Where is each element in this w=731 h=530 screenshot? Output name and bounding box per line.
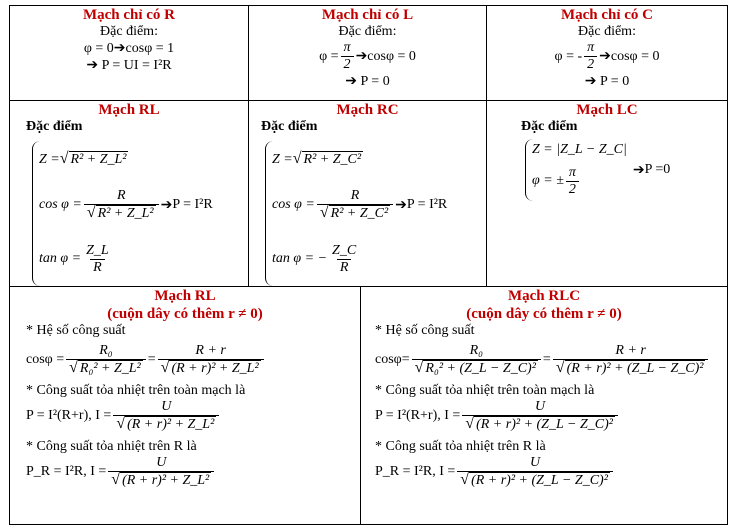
cell-r-only	[10, 6, 249, 101]
phi-line	[532, 165, 627, 198]
heading-r-power: * Công suất tỏa nhiệt trên R là	[26, 439, 197, 454]
tan-fraction	[329, 243, 359, 276]
heading-power-factor: * Hệ số công suất	[375, 323, 475, 338]
tan-line	[272, 243, 447, 276]
pi: π	[587, 40, 595, 55]
two: 2	[566, 181, 579, 198]
z-label: Z =	[39, 151, 60, 167]
phi-label: φ =	[319, 48, 339, 64]
power-line: P = I²(R+r), I = U √ (R + r)² + Z_L²	[26, 399, 360, 433]
sqrt-content: R² + Z_C²	[303, 152, 362, 168]
cell-rc	[249, 101, 487, 287]
cell-rl	[10, 101, 249, 287]
system-brace	[32, 141, 213, 286]
sqrt-content: R² + Z_C²	[330, 206, 389, 222]
pi-half-fraction	[584, 40, 597, 73]
heading-r-power: * Công suất tỏa nhiệt trên R là	[375, 439, 546, 454]
pi: π	[343, 40, 351, 55]
power-formula: P = I²(R+r), I =	[375, 408, 461, 423]
power-value: P =0	[644, 162, 671, 177]
numerator: U	[535, 399, 546, 414]
system-brace	[525, 139, 627, 201]
numerator: R + r	[195, 343, 226, 358]
cos-value: cosφ = 1	[125, 41, 175, 56]
arrow-icon: ➔	[160, 197, 173, 213]
power-line	[487, 73, 727, 90]
phi-line	[249, 40, 486, 73]
numerator: R + r	[615, 343, 646, 358]
feature-label: Đặc điểm	[521, 119, 578, 134]
cos-label: cosφ=	[375, 352, 410, 367]
numerator: Z_L	[86, 242, 109, 258]
title-rl: Mạch RL	[98, 102, 160, 118]
denominator: R	[337, 259, 352, 276]
cos-fraction: R √ R² + Z_L²	[84, 188, 159, 222]
tan-line	[39, 243, 213, 276]
sqrt-content: R² + Z_L²	[70, 152, 127, 168]
z-label: Z =	[272, 151, 293, 167]
z-line: Z = |Z_L − Z_C|	[532, 142, 627, 158]
cos-line: cosφ = R₀ √ R₀² + Z_L² = R + r √ (R + r)² + Z_L²	[26, 343, 360, 377]
numerator: U	[161, 399, 172, 414]
sqrt-content: (R + r)² + Z_L²	[171, 361, 259, 376]
pi-half-fraction	[566, 165, 579, 198]
phi-label: φ = ±	[532, 173, 564, 189]
sqrt-content: (R + r)² + (Z_L − Z_C)²	[566, 361, 704, 376]
pr-line: P_R = I²R, I = U √ (R + r)² + Z_L²	[26, 455, 360, 489]
heading-total-power: * Công suất tỏa nhiệt trên toàn mạch là	[26, 383, 246, 398]
subtitle: (cuộn dây có thêm r ≠ 0)	[466, 306, 622, 322]
arrow-icon: ➔	[632, 162, 645, 178]
sqrt-content: R² + Z_L²	[97, 206, 154, 222]
sqrt: √ R² + Z_L²	[59, 150, 127, 168]
tan-fraction	[83, 243, 112, 276]
title-c-only: Mạch chỉ có C	[560, 7, 654, 23]
heading-power-factor: * Hệ số công suất	[26, 323, 126, 338]
title-lc: Mạch LC	[576, 102, 638, 118]
title-rlc-r: Mạch RLC	[507, 288, 581, 304]
two: 2	[341, 56, 354, 73]
feature-label: Đặc điểm	[26, 119, 83, 134]
arrow-icon: ➔	[345, 74, 361, 89]
numerator: R₀	[99, 343, 113, 358]
feature-label: Đặc điểm:	[338, 24, 397, 39]
cos-value: cosφ = 0	[610, 48, 660, 64]
arrow-icon: ➔	[86, 58, 102, 73]
cos-line	[39, 188, 213, 222]
z-line	[39, 151, 213, 168]
numerator: Z_C	[332, 242, 357, 258]
phi-line	[487, 40, 727, 73]
subtitle: (cuộn dây có thêm r ≠ 0)	[107, 306, 263, 322]
feature-label: Đặc điểm	[261, 119, 318, 134]
cos-line: cosφ= R₀ √ R₀² + (Z_L − Z_C)² = R + r √ (R + r)² + (Z_L − Z_C)²	[375, 343, 727, 377]
arrow-icon: ➔	[113, 41, 126, 56]
pr-line: P_R = I²R, I = U √ (R + r)² + (Z_L − Z_C)²	[375, 455, 727, 489]
numerator: U	[156, 455, 167, 470]
power-formula: P = UI = I²R	[101, 58, 172, 73]
numerator: U	[530, 455, 541, 470]
sqrt-content: (R + r)² + (Z_L − Z_C)²	[471, 473, 608, 488]
arrow-icon: ➔	[584, 74, 601, 89]
heading-total-power: * Công suất tỏa nhiệt trên toàn mạch là	[375, 383, 595, 398]
cell-l-only	[249, 6, 487, 101]
power-formula: P = I²R	[172, 197, 213, 213]
denominator: R	[90, 259, 105, 276]
feature-label: Đặc điểm:	[100, 24, 158, 39]
cos-fraction: R √ R² + Z_C²	[317, 188, 393, 222]
cos-label: cos φ =	[39, 197, 82, 213]
sqrt-content: (R + r)² + (Z_L − Z_C)²	[476, 417, 613, 432]
tan-label: tan φ = −	[272, 251, 328, 267]
sqrt-content: R₀² + (Z_L − Z_C)²	[425, 361, 536, 376]
phi-label: φ = -	[554, 48, 583, 64]
sqrt-content: R₀² + Z_L²	[79, 361, 141, 376]
cos-label: cos φ =	[272, 197, 315, 213]
cell-rlc-with-r	[361, 287, 728, 525]
power-line	[10, 57, 248, 74]
cell-rl-with-r	[10, 287, 361, 525]
power-formula: P = I²R	[406, 197, 448, 213]
pi: π	[568, 164, 576, 180]
arrow-icon: ➔	[355, 49, 368, 64]
numerator: R	[350, 188, 360, 204]
feature-label: Đặc điểm:	[578, 24, 636, 39]
numerator: R₀	[469, 343, 483, 358]
phi-line	[10, 40, 248, 57]
tan-label: tan φ =	[39, 251, 82, 267]
cell-lc	[487, 101, 728, 287]
power-formula: P = I²(R+r), I =	[26, 408, 112, 423]
power-value: P = 0	[600, 74, 630, 89]
pr-formula: P_R = I²R, I =	[375, 464, 456, 479]
sqrt-content: (R + r)² + Z_L²	[122, 473, 210, 488]
title-r-only: Mạch chỉ có R	[82, 7, 176, 23]
title-l-only: Mạch chỉ có L	[321, 7, 414, 23]
pr-formula: P_R = I²R, I =	[26, 464, 107, 479]
title-rl-r: Mạch RL	[154, 288, 216, 304]
power-line: P = I²(R+r), I = U √ (R + r)² + (Z_L − Z_C)²	[375, 399, 727, 433]
numerator: R	[116, 188, 126, 204]
system-brace	[265, 141, 447, 286]
title-rc: Mạch RC	[336, 102, 399, 118]
power-value: P = 0	[360, 74, 390, 89]
z-line: Z = √ R² + Z_C²	[272, 150, 362, 168]
cell-c-only	[487, 6, 728, 101]
cos-value: cosφ = 0	[367, 48, 416, 64]
power-line	[249, 73, 486, 90]
cos-line	[272, 188, 447, 222]
two: 2	[584, 56, 597, 73]
arrow-icon: ➔	[599, 49, 611, 64]
sqrt-content: (R + r)² + Z_L²	[127, 417, 215, 432]
pi-half-fraction	[341, 40, 354, 73]
arrow-icon: ➔	[395, 197, 407, 213]
formula-table	[9, 5, 728, 525]
cos-label: cosφ =	[26, 352, 65, 367]
phi-value: φ = 0	[83, 41, 114, 56]
